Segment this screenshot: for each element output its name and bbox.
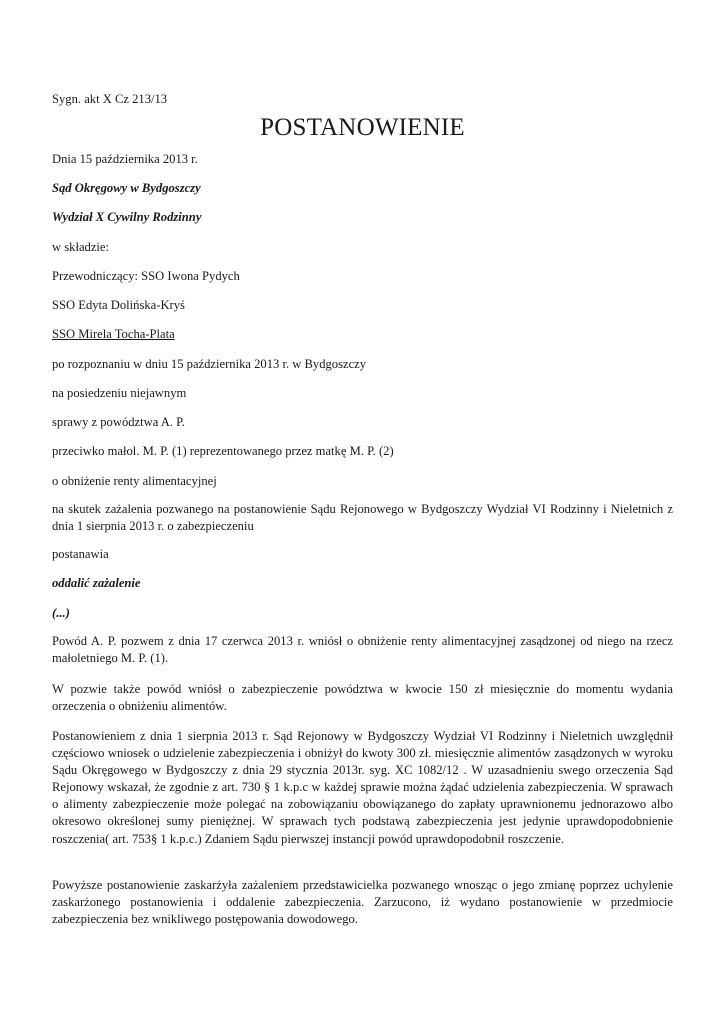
- paragraph-3: Postanowieniem z dnia 1 sierpnia 2013 r. Sąd Rejonowy w Bydgoszczy Wydział VI Rodzinny i Nieletnich uwzględnił częściowo wniosek o udzielenie zabezpieczenia i obniżył do kwoty 300 zł. miesięcznie alimentów zasądzonych w wyroku Sądu Okręgowego w Bydgoszczy z dnia 29 stycznia 2013r. syg. XC 1082/12 . W uzasadnieniu swego orzeczenia Sąd Rejonowy wskazał, że zgodnie z art. 730 § 1 k.p.c w każdej sprawie można żądać udzielenia zabezpieczenia. W sprawach o alimenty zabezpieczenie może polegać na zobowiązaniu obowiązanego do zapłaty uprawnionemu jednorazowo albo okresowo określonej sumy pieniężnej. W sprawach tych podstawą zabezpieczenia jest jedynie uprawdopodobnienie roszczenia( art. 753§ 1 k.p.c.) Zdaniem Sądu pierwszej instancji powód uprawdopodobnił roszczenie.: [52, 729, 673, 846]
- ruling: oddalić zażalenie: [52, 576, 141, 590]
- case-line: sprawy z powództwa A. P.: [52, 415, 185, 429]
- document-title: POSTANOWIENIE: [260, 114, 465, 141]
- case-signature: Sygn. akt X Cz 213/13: [52, 92, 168, 106]
- presiding-judge: Przewodniczący: SSO Iwona Pydych: [52, 269, 240, 283]
- date-line: Dnia 15 października 2013 r.: [52, 152, 198, 166]
- judge-2: SSO Edyta Dolińska-Kryś: [52, 298, 185, 312]
- composition-label: w składzie:: [52, 240, 110, 254]
- ellipsis: (...): [52, 606, 70, 620]
- against-line: przeciwko małol. M. P. (1) reprezentowanego przez matkę M. P. (2): [52, 444, 394, 458]
- session-line: na posiedzeniu niejawnym: [52, 386, 187, 400]
- appeal-paragraph: na skutek zażalenia pozwanego na postanowienie Sądu Rejonowego w Bydgoszczy Wydział VI Rodzinny i Nieletnich z dnia 1 sierpnia 2013 r. o zabezpieczeniu: [52, 502, 673, 534]
- hearing-line: po rozpoznaniu w dniu 15 października 2013 r. w Bydgoszczy: [52, 357, 367, 371]
- paragraph-1: Powód A. P. pozwem z dnia 17 czerwca 2013 r. wniósł o obniżenie renty alimentacyjnej zasądzonej od niego na rzecz małoletniego M. P. (1).: [52, 634, 673, 666]
- paragraph-2: W pozwie także powód wniósł o zabezpieczenie powództwa w kwocie 150 zł miesięcznie do momentu wydania orzeczenia o obniżeniu alimentów.: [52, 682, 673, 714]
- paragraph-4: Powyższe postanowienie zaskarżyła zażaleniem przedstawicielka pozwanego wnosząc o jego zmianę poprzez uchylenie zaskarżonego postanowienia i oddalenie zabezpieczenia. Zarzucono, iż wydano postanowienie w przedmiocie zabezpieczenia bez wnikliwego postępowania dowodowego.: [52, 878, 673, 927]
- court-division: Wydział X Cywilny Rodzinny: [52, 210, 202, 224]
- court-name: Sąd Okręgowy w Bydgoszczy: [52, 181, 201, 195]
- subject-line: o obniżenie renty alimentacyjnej: [52, 474, 217, 488]
- judge-3: SSO Mirela Tocha-Plata: [52, 327, 175, 341]
- decides-label: postanawia: [52, 547, 109, 561]
